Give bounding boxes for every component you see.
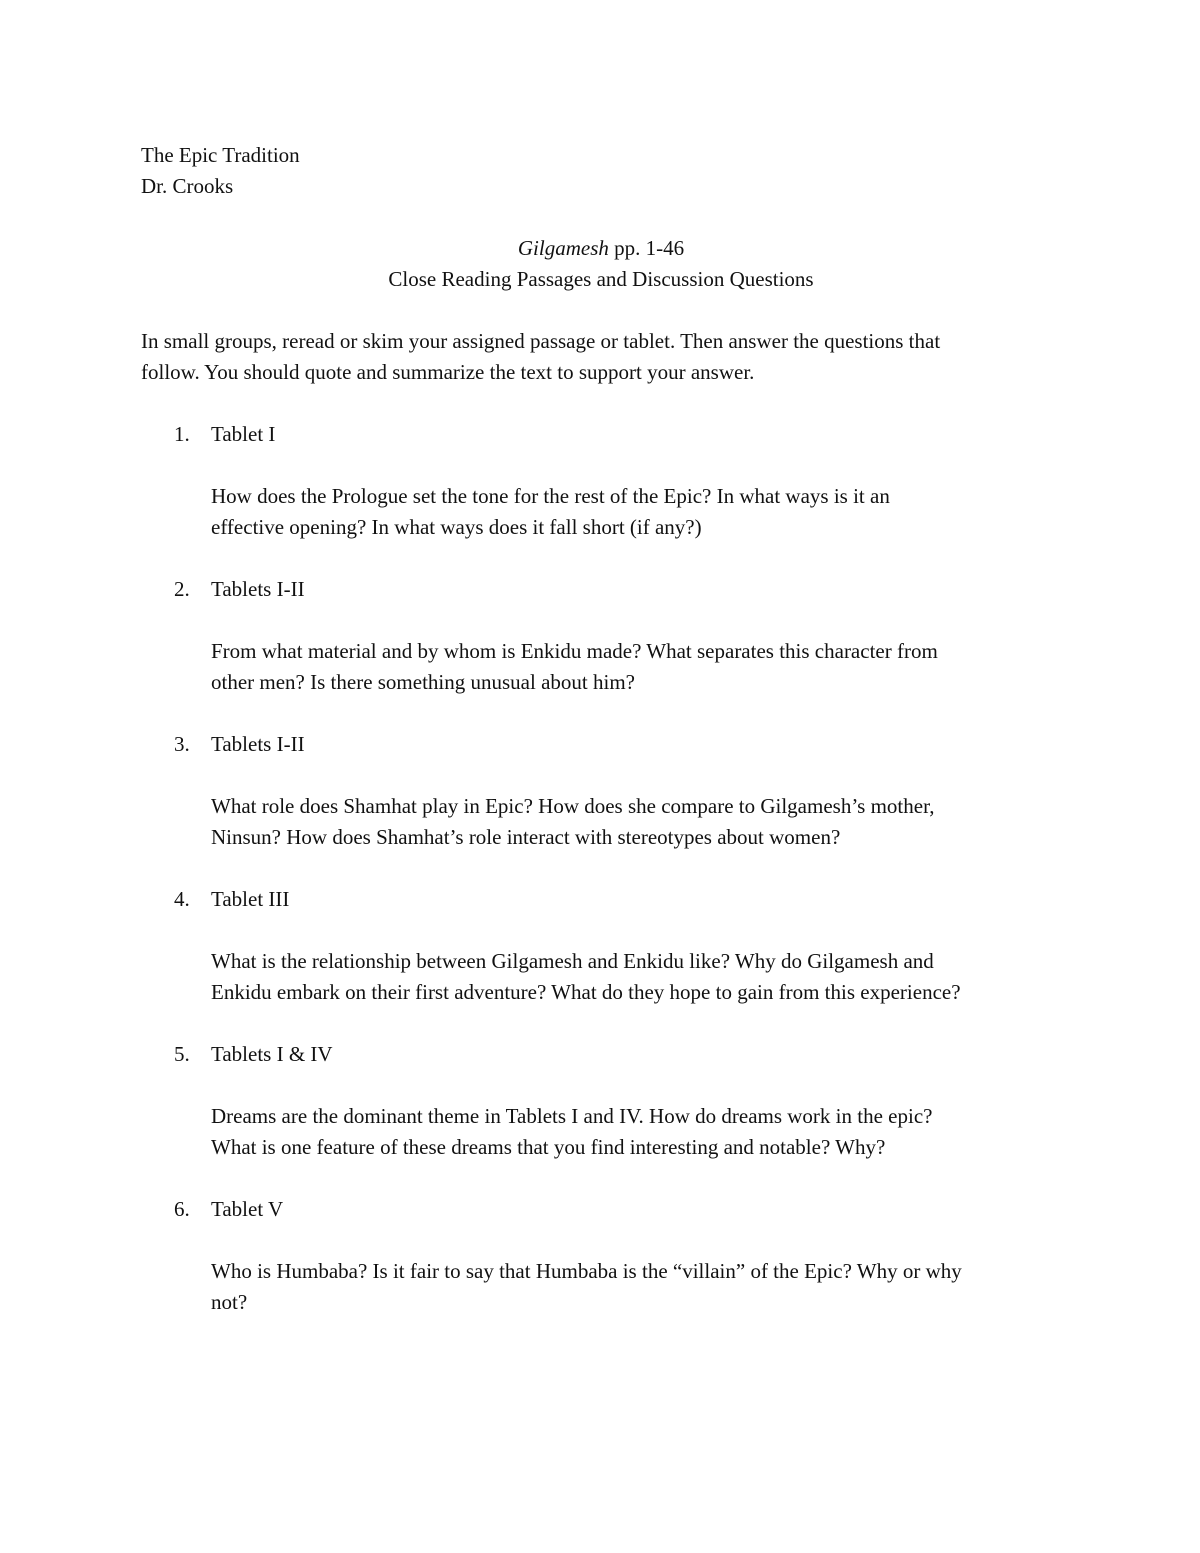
question-item — [141, 574, 1061, 698]
instructions-line-1: In small groups, reread or skim your assigned passage or tablet. Then answer the questions that — [141, 329, 941, 353]
question-number: 2. — [174, 577, 190, 601]
question-line-2: not? — [211, 1290, 248, 1314]
question-item — [141, 884, 1061, 1008]
question-heading — [141, 1194, 1061, 1225]
question-tablet: Tablets I & IV — [211, 1042, 333, 1066]
question-line-2: other men? Is there something unusual about him? — [211, 670, 635, 694]
question-number: 6. — [174, 1197, 190, 1221]
instructions-line-2: follow. You should quote and summarize the text to support your answer. — [141, 360, 755, 384]
instructor-name: Dr. Crooks — [141, 174, 234, 198]
question-list — [141, 419, 1061, 1318]
question-number: 4. — [174, 887, 190, 911]
question-tablet: Tablet V — [211, 1197, 284, 1221]
question-item — [141, 1039, 1061, 1163]
question-heading — [141, 419, 1061, 450]
page-range: pp. 1-46 — [608, 236, 685, 260]
question-line-2: effective opening? In what ways does it fall short (if any?) — [211, 515, 702, 539]
question-text — [141, 481, 1061, 543]
question-text — [141, 1256, 1061, 1318]
work-title: Gilgamesh — [517, 236, 609, 260]
question-tablet: Tablets I-II — [211, 732, 305, 756]
document-page — [141, 140, 1061, 1349]
question-line-1: Who is Humbaba? Is it fair to say that Humbaba is the “villain” of the Epic? Why or why — [211, 1259, 962, 1283]
question-tablet: Tablet I — [211, 422, 276, 446]
question-line-2: Enkidu embark on their first adventure? What do they hope to gain from this experience? — [211, 980, 961, 1004]
question-heading — [141, 729, 1061, 760]
question-line-2: Ninsun? How does Shamhat’s role interact with stereotypes about women? — [211, 825, 841, 849]
question-heading — [141, 1039, 1061, 1070]
question-number: 3. — [174, 732, 190, 756]
question-line-1: Dreams are the dominant theme in Tablets I and IV. How do dreams work in the epic? — [211, 1104, 933, 1128]
question-tablet: Tablets I-II — [211, 577, 305, 601]
question-line-1: What is the relationship between Gilgamesh and Enkidu like? Why do Gilgamesh and — [211, 949, 934, 973]
instructions-paragraph — [141, 326, 1061, 388]
question-line-1: What role does Shamhat play in Epic? How does she compare to Gilgamesh’s mother, — [211, 794, 935, 818]
document-subtitle: Close Reading Passages and Discussion Questions — [388, 267, 814, 291]
question-number: 5. — [174, 1042, 190, 1066]
question-text — [141, 791, 1061, 853]
question-item — [141, 1194, 1061, 1318]
document-title — [141, 233, 1061, 264]
question-text — [141, 636, 1061, 698]
question-line-1: How does the Prologue set the tone for the rest of the Epic? In what ways is it an — [211, 484, 890, 508]
question-item — [141, 729, 1061, 853]
question-number: 1. — [174, 422, 190, 446]
question-heading — [141, 884, 1061, 915]
question-text — [141, 946, 1061, 1008]
question-line-2: What is one feature of these dreams that you find interesting and notable? Why? — [211, 1135, 886, 1159]
question-line-1: From what material and by whom is Enkidu made? What separates this character from — [211, 639, 938, 663]
question-text — [141, 1101, 1061, 1163]
question-item — [141, 419, 1061, 543]
question-tablet: Tablet III — [211, 887, 290, 911]
question-heading — [141, 574, 1061, 605]
course-name: The Epic Tradition — [141, 143, 300, 167]
title-block — [141, 233, 1061, 295]
